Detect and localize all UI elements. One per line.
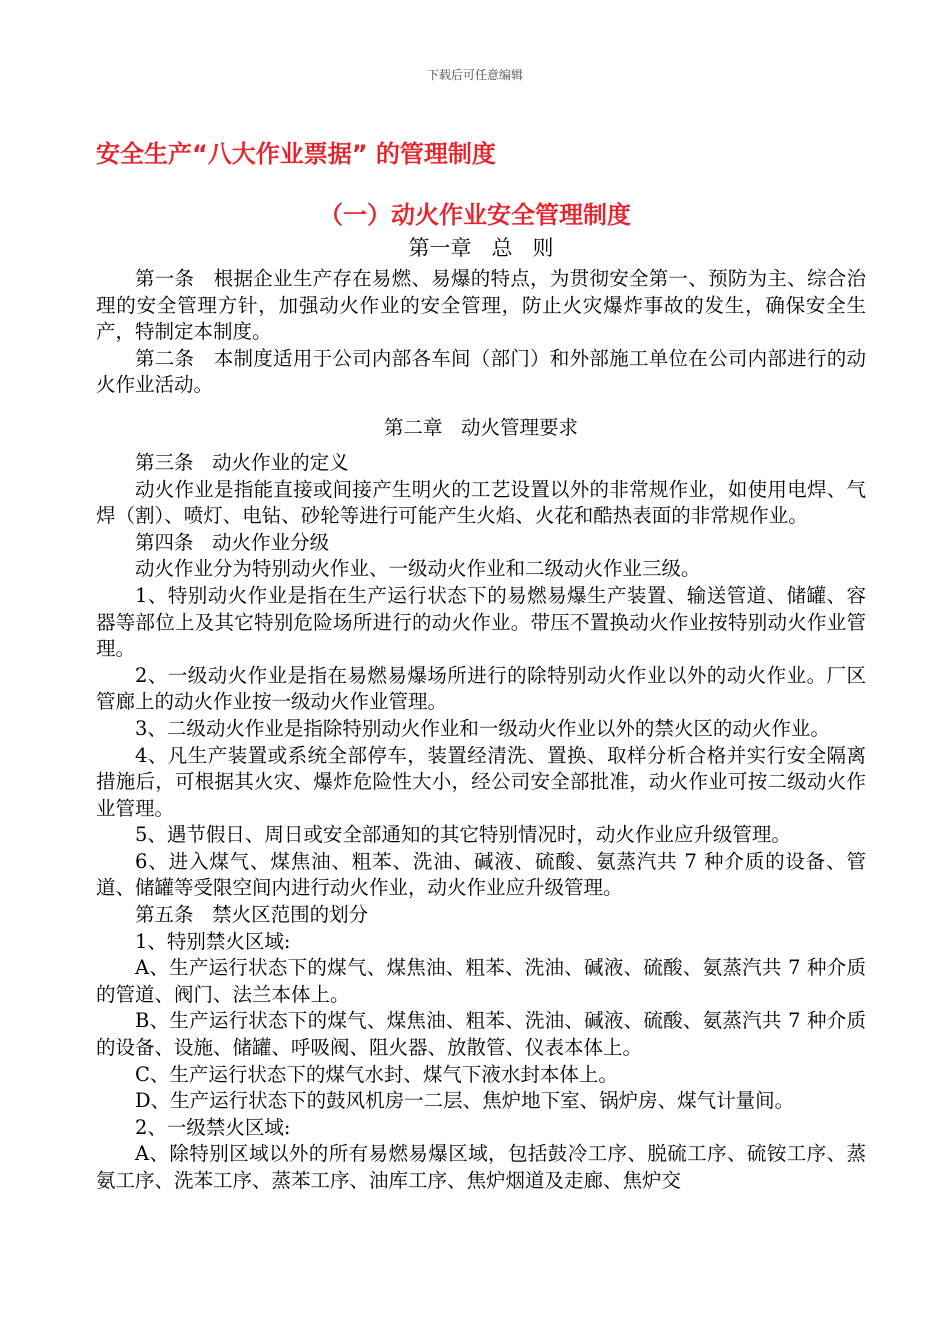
- paragraph: A、生产运行状态下的煤气、煤焦油、粗苯、洗油、碱液、硫酸、氨蒸汽共 7 种介质的管道、阀门、法兰本体上。: [96, 956, 866, 1006]
- paragraph: D、生产运行状态下的鼓风机房一二层、焦炉地下室、锅炉房、煤气计量间。: [135, 1089, 795, 1113]
- paragraph: 4、凡生产装置或系统全部停车，装置经清洗、置换、取样分析合格并实行安全隔离措施后，可根据其火灾、爆炸危险性大小，经公司安全部批准，动火作业可按二级动火作业管理。: [96, 743, 866, 820]
- paragraph: 第二条 本制度适用于公司内部各车间（部门）和外部施工单位在公司内部进行的动火作业活动。: [96, 346, 866, 397]
- chapter-heading: 第一章 总 则: [408, 236, 554, 260]
- paragraph: 6、进入煤气、煤焦油、粗苯、洗油、碱液、硫酸、氨蒸汽共 7 种介质的设备、管道、储罐等受限空间内进行动火作业，动火作业应升级管理。: [96, 849, 866, 900]
- chapter-heading: 第二章 动火管理要求: [383, 415, 579, 439]
- paragraph: 3、二级动火作业是指除特别动火作业和一级动火作业以外的禁火区的动火作业。: [135, 716, 830, 740]
- header-note: 下载后可任意编辑: [426, 68, 523, 82]
- paragraph: 动火作业是指能直接或间接产生明火的工艺设置以外的非常规作业，如使用电焊、气焊（割）、喷灯、电钻、砂轮等进行可能产生火焰、火花和酷热表面的非常规作业。: [96, 477, 866, 528]
- paragraph: 1、特别动火作业是指在生产运行状态下的易燃易爆生产装置、输送管道、储罐、容器等部位上及其它特别危险场所进行的动火作业。带压不置换动火作业按特别动火作业管理。: [96, 583, 866, 661]
- paragraph: 5、遇节假日、周日或安全部通知的其它特别情况时，动火作业应升级管理。: [135, 823, 791, 847]
- paragraph: C、生产运行状态下的煤气水封、煤气下液水封本体上。: [135, 1062, 618, 1086]
- section-title: （一）动火作业安全管理制度: [319, 201, 631, 229]
- paragraph: B、生产运行状态下的煤气、煤焦油、粗苯、洗油、碱液、硫酸、氨蒸汽共 7 种介质的设备、设施、储罐、呼吸阀、阻火器、放散管、仪表本体上。: [96, 1009, 866, 1060]
- article-heading: 第五条 禁火区范围的划分: [135, 903, 369, 927]
- document-body: [96, 230, 866, 1195]
- paragraph: A、除特别区域以外的所有易燃易爆区域，包括鼓冷工序、脱硫工序、硫铵工序、蒸氨工序、洗苯工序、蒸苯工序、油库工序、焦炉烟道及走廊、焦炉交: [96, 1142, 866, 1192]
- paragraph: 2、一级禁火区域:: [135, 1115, 291, 1139]
- article-heading: 第三条 动火作业的定义: [135, 450, 349, 474]
- paragraph: 第一条 根据企业生产存在易燃、易爆的特点，为贯彻安全第一、预防为主、综合治理的安全管理方针，加强动火作业的安全管理，防止火灾爆炸事故的发生，确保安全生产，特制定本制度。: [96, 267, 866, 344]
- article-heading: 第四条 动火作业分级: [135, 530, 330, 554]
- paragraph: 2、一级动火作业是指在易燃易爆场所进行的除特别动火作业以外的动火作业。厂区管廊上的动火作业按一级动火作业管理。: [96, 663, 866, 714]
- paragraph: 1、特别禁火区域:: [135, 929, 291, 953]
- main-title: 安全生产“八大作业票据” 的管理制度: [96, 140, 496, 168]
- paragraph: 动火作业分为特别动火作业、一级动火作业和二级动火作业三级。: [135, 557, 701, 581]
